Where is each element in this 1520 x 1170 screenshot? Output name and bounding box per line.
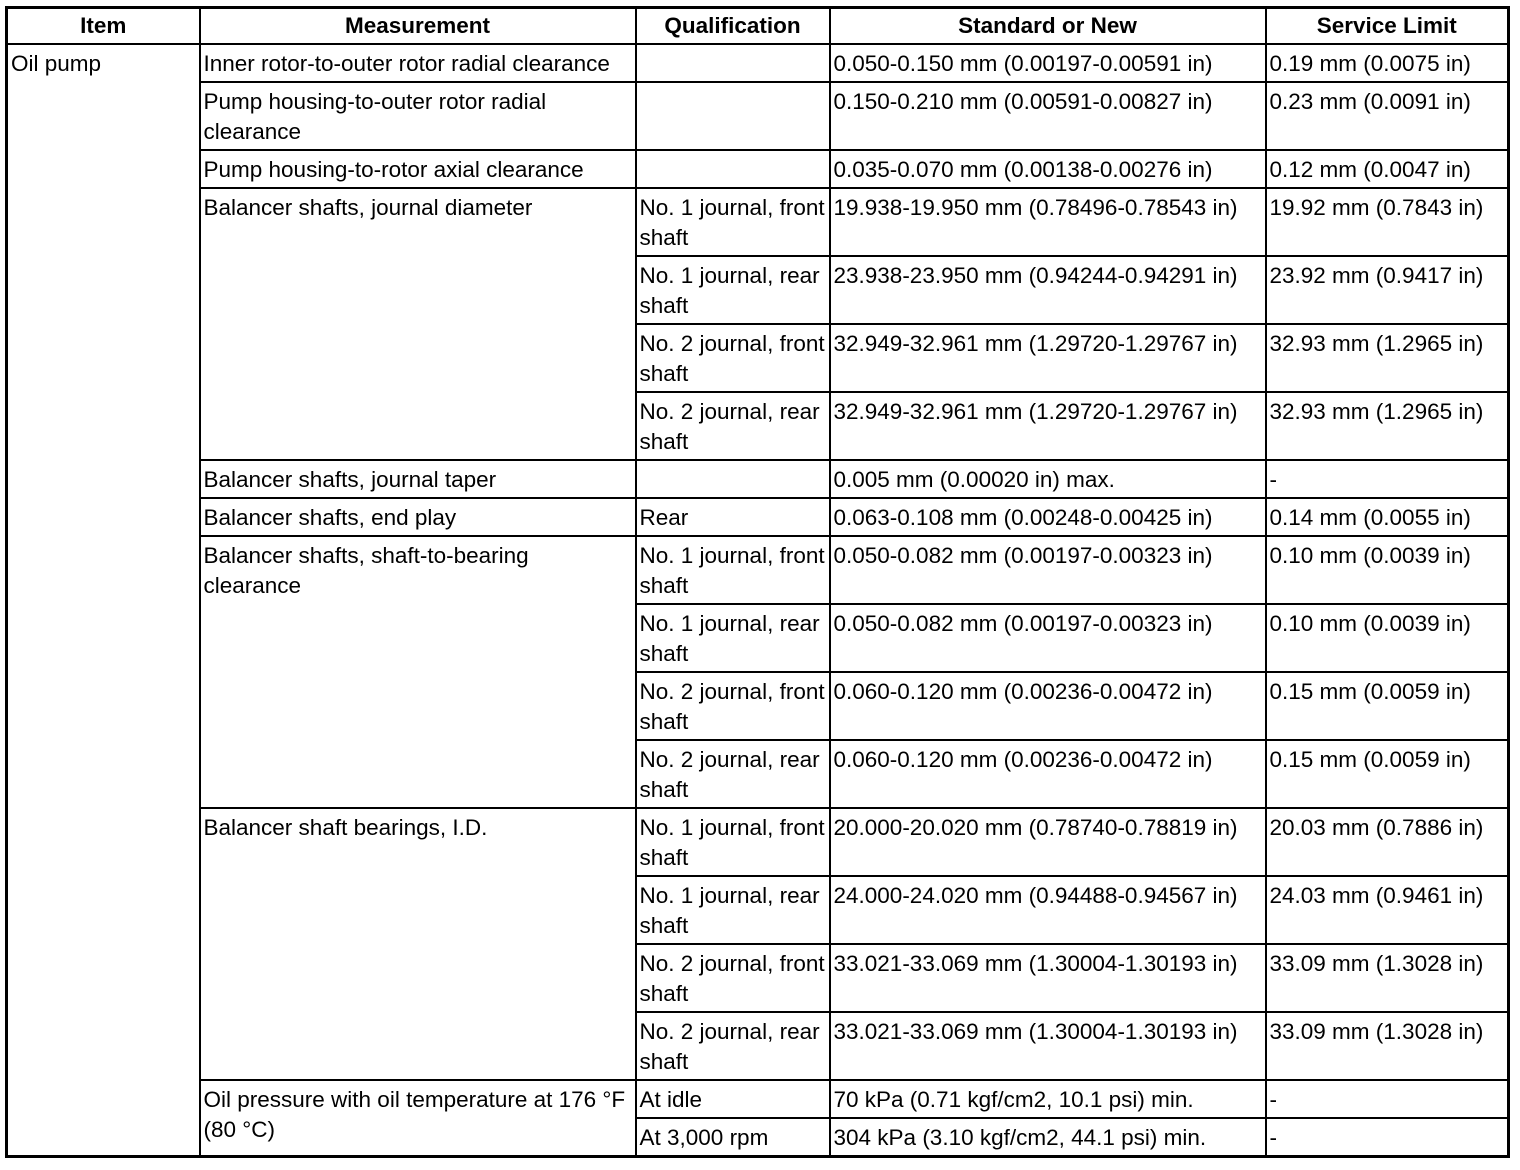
table-row [7,498,1509,536]
header-item: Item [7,8,200,45]
standard-cell: 32.949-32.961 mm (1.29720-1.29767 in) [830,392,1266,460]
standard-cell: 304 kPa (3.10 kgf/cm2, 44.1 psi) min. [830,1118,1266,1157]
limit-cell: 0.14 mm (0.0055 in) [1266,498,1509,536]
limit-cell: 33.09 mm (1.3028 in) [1266,1012,1509,1080]
qualification-cell: No. 1 journal, front shaft [636,808,830,876]
measurement-cell: Pump housing-to-outer rotor radial clearance [200,82,636,150]
qualification-cell: No. 2 journal, front shaft [636,672,830,740]
standard-cell: 33.021-33.069 mm (1.30004-1.30193 in) [830,944,1266,1012]
limit-cell: 0.12 mm (0.0047 in) [1266,150,1509,188]
header-qualification: Qualification [636,8,830,45]
oil-pump-spec-table [5,6,1510,1158]
standard-cell: 19.938-19.950 mm (0.78496-0.78543 in) [830,188,1266,256]
limit-cell: 33.09 mm (1.3028 in) [1266,944,1509,1012]
limit-cell: 0.10 mm (0.0039 in) [1266,536,1509,604]
measurement-cell: Balancer shaft bearings, I.D. [200,808,636,1080]
limit-cell: 32.93 mm (1.2965 in) [1266,392,1509,460]
table-row [7,188,1509,256]
limit-cell: - [1266,1080,1509,1118]
qualification-cell: No. 2 journal, rear shaft [636,392,830,460]
qualification-cell [636,44,830,82]
standard-cell: 0.063-0.108 mm (0.00248-0.00425 in) [830,498,1266,536]
limit-cell: 20.03 mm (0.7886 in) [1266,808,1509,876]
qualification-cell [636,460,830,498]
table-row [7,460,1509,498]
header-service-limit: Service Limit [1266,8,1509,45]
standard-cell: 0.050-0.082 mm (0.00197-0.00323 in) [830,536,1266,604]
qualification-cell: At idle [636,1080,830,1118]
limit-cell: - [1266,1118,1509,1157]
limit-cell: 0.19 mm (0.0075 in) [1266,44,1509,82]
limit-cell: 24.03 mm (0.9461 in) [1266,876,1509,944]
measurement-cell: Pump housing-to-rotor axial clearance [200,150,636,188]
qualification-cell [636,82,830,150]
qualification-cell: No. 1 journal, rear shaft [636,876,830,944]
measurement-cell: Balancer shafts, shaft-to-bearing clearance [200,536,636,808]
limit-cell: - [1266,460,1509,498]
table-row [7,1080,1509,1118]
limit-cell: 0.10 mm (0.0039 in) [1266,604,1509,672]
standard-cell: 0.050-0.082 mm (0.00197-0.00323 in) [830,604,1266,672]
standard-cell: 23.938-23.950 mm (0.94244-0.94291 in) [830,256,1266,324]
measurement-cell: Oil pressure with oil temperature at 176 °F (80 °C) [200,1080,636,1157]
table-row [7,536,1509,604]
limit-cell: 32.93 mm (1.2965 in) [1266,324,1509,392]
measurement-cell: Balancer shafts, journal diameter [200,188,636,460]
qualification-cell: No. 1 journal, rear shaft [636,256,830,324]
qualification-cell: No. 1 journal, front shaft [636,188,830,256]
standard-cell: 32.949-32.961 mm (1.29720-1.29767 in) [830,324,1266,392]
qualification-cell: Rear [636,498,830,536]
limit-cell: 19.92 mm (0.7843 in) [1266,188,1509,256]
qualification-cell: No. 2 journal, rear shaft [636,1012,830,1080]
standard-cell: 33.021-33.069 mm (1.30004-1.30193 in) [830,1012,1266,1080]
header-standard: Standard or New [830,8,1266,45]
standard-cell: 0.150-0.210 mm (0.00591-0.00827 in) [830,82,1266,150]
table-row [7,82,1509,150]
table-row [7,150,1509,188]
header-row [7,8,1509,45]
spec-table-container [5,6,1510,1158]
qualification-cell: At 3,000 rpm [636,1118,830,1157]
item-cell: Oil pump [7,44,200,1157]
standard-cell: 0.035-0.070 mm (0.00138-0.00276 in) [830,150,1266,188]
qualification-cell: No. 2 journal, front shaft [636,944,830,1012]
standard-cell: 0.050-0.150 mm (0.00197-0.00591 in) [830,44,1266,82]
table-row [7,44,1509,82]
standard-cell: 70 kPa (0.71 kgf/cm2, 10.1 psi) min. [830,1080,1266,1118]
standard-cell: 0.060-0.120 mm (0.00236-0.00472 in) [830,672,1266,740]
limit-cell: 0.23 mm (0.0091 in) [1266,82,1509,150]
standard-cell: 20.000-20.020 mm (0.78740-0.78819 in) [830,808,1266,876]
qualification-cell: No. 2 journal, rear shaft [636,740,830,808]
table-row [7,808,1509,876]
measurement-cell: Balancer shafts, end play [200,498,636,536]
limit-cell: 0.15 mm (0.0059 in) [1266,672,1509,740]
limit-cell: 0.15 mm (0.0059 in) [1266,740,1509,808]
measurement-cell: Inner rotor-to-outer rotor radial clearance [200,44,636,82]
qualification-cell: No. 1 journal, front shaft [636,536,830,604]
measurement-cell: Balancer shafts, journal taper [200,460,636,498]
standard-cell: 24.000-24.020 mm (0.94488-0.94567 in) [830,876,1266,944]
limit-cell: 23.92 mm (0.9417 in) [1266,256,1509,324]
header-measurement: Measurement [200,8,636,45]
standard-cell: 0.060-0.120 mm (0.00236-0.00472 in) [830,740,1266,808]
qualification-cell: No. 1 journal, rear shaft [636,604,830,672]
qualification-cell: No. 2 journal, front shaft [636,324,830,392]
qualification-cell [636,150,830,188]
standard-cell: 0.005 mm (0.00020 in) max. [830,460,1266,498]
